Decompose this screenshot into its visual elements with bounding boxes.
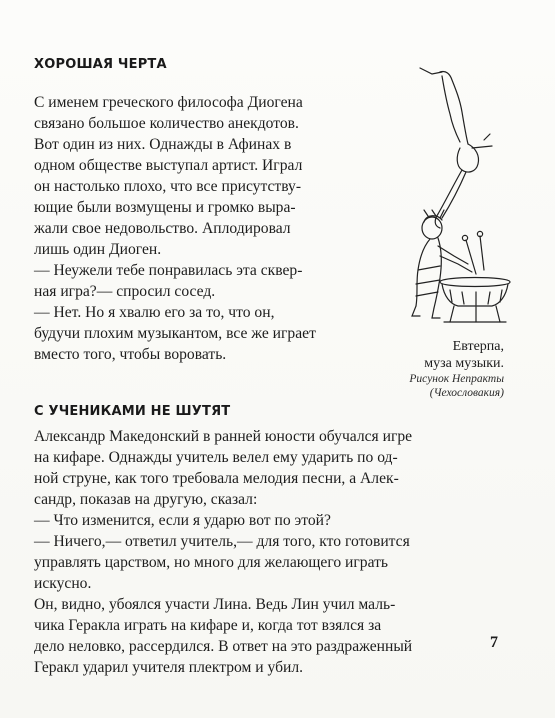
text-line: чика Геракла играть на кифаре и, когда тот взялся за (34, 617, 382, 634)
illustration-credit (330, 372, 504, 400)
text-line: будучи плохим музыкантом, все же играет (34, 325, 316, 342)
euterpe-illustration (380, 60, 515, 330)
text-line: вместо того, чтобы воровать. (34, 346, 227, 363)
text-line: ющие были возмущены и громко выра- (34, 199, 296, 216)
text-line: — Ничего,— ответил учитель,— для того, кто готовится (34, 533, 410, 550)
caption-line: муза музыки. (424, 356, 504, 371)
text-line: одном обществе выступал артист. Играл (34, 157, 303, 174)
illustration-caption (360, 338, 504, 372)
text-line: — Неужели тебе понравилась эта сквер- (34, 262, 303, 279)
text-line: на кифаре. Однажды учитель велел ему ударить по од- (34, 449, 398, 466)
caption-line: Евтерпа, (452, 339, 504, 354)
text-line: — Что изменится, если я ударю вот по этой? (34, 512, 331, 529)
section-heading-1: ХОРОШАЯ ЧЕРТА (34, 57, 167, 72)
text-line: управлять царством, но много для желающего играть (34, 554, 389, 571)
text-line: дело неловко, рассердился. В ответ на это раздраженный (34, 638, 413, 655)
text-line: жали свое недовольство. Аплодировал (34, 220, 291, 237)
text-line: ная игра?— спросил сосед. (34, 283, 216, 300)
text-line: искусно. (34, 575, 92, 592)
text-line: связано большое количество анекдотов. (34, 115, 299, 132)
section-1-text (34, 92, 379, 365)
text-line: Вот один из них. Однажды в Афинах в (34, 136, 292, 153)
text-line: он настолько плохо, что все присутству- (34, 178, 302, 195)
text-line: С именем греческого философа Диогена (34, 94, 303, 111)
page-number: 7 (490, 634, 498, 651)
section-2-text (34, 426, 504, 678)
text-line: лишь один Диоген. (34, 241, 162, 258)
text-line: — Нет. Но я хвалю его за то, что он, (34, 304, 275, 321)
section-heading-2: С УЧЕНИКАМИ НЕ ШУТЯТ (34, 404, 231, 419)
credit-line: Рисунок Непракты (409, 373, 504, 385)
text-line: Александр Македонский в ранней юности обучался игре (34, 428, 413, 445)
credit-line: (Чехословакия) (429, 387, 504, 399)
text-line: Он, видно, убоялся участи Лина. Ведь Лин учил маль- (34, 596, 396, 613)
text-line: ной струне, как того требовала мелодия песни, а Алек- (34, 470, 399, 487)
text-line: Геракл ударил учителя плектром и убил. (34, 659, 304, 676)
text-line: сандр, показав на другую, сказал: (34, 491, 258, 508)
